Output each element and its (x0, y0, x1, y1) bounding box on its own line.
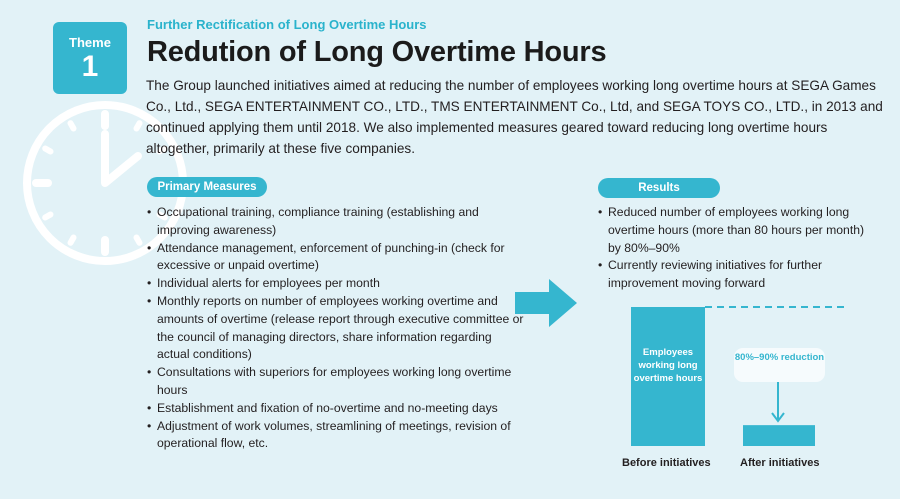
intro-paragraph: The Group launched initiatives aimed at reducing the number of employees working long overtime hours at SEGA Games Co., Ltd., SEGA ENTERTAINMENT CO., LTD., TMS ENTERTAINMENT Co., Ltd, and SEGA TOYS CO., LTD., in 2013 and continued applying them until 2018. We also implemented measures geared toward reducing long overtime hours altogether, primarily at these five companies. (146, 78, 883, 156)
theme-number: 1 (81, 50, 99, 83)
page-title: Redution of Long Overtime Hours (147, 36, 607, 68)
list-item: • Consultations with superiors for employees working long overtime hours (147, 364, 527, 400)
results-heading: Results (598, 178, 720, 198)
bar-label: Employees working long overtime hours (633, 347, 703, 384)
list-item: • Currently reviewing initiatives for further improvement moving forward (598, 257, 868, 293)
primary-measures-list (147, 204, 527, 453)
list-item: • Adjustment of work volumes, streamlining of meetings, revision of operational flow, etc. (147, 418, 527, 454)
results-list (598, 204, 868, 293)
list-item: • Establishment and fixation of no-overtime and no-meeting days (147, 400, 527, 418)
list-item: • Occupational training, compliance training (establishing and improving awareness) (147, 204, 527, 240)
primary-measures-heading: Primary Measures (147, 177, 267, 197)
list-item: • Reduced number of employees working long overtime hours (more than 80 hours per month) by 80%–90% (598, 204, 868, 257)
category-label-after: After initiatives (740, 457, 820, 469)
right-arrow-icon (515, 279, 577, 327)
list-item: • Attendance management, enforcement of punching-in (check for excessive or unpaid overtime) (147, 240, 527, 276)
theme-label: Theme (69, 35, 111, 50)
theme-badge (53, 22, 127, 94)
reduction-annotation: 80%–90% reduction (734, 348, 825, 382)
section-subtitle: Further Rectification of Long Overtime Hours (147, 17, 427, 32)
list-item: • Monthly reports on number of employees working overtime and amounts of overtime (release report through executive committee or the council of managing directors, share information regarding actual conditions) (147, 293, 527, 364)
category-label-before: Before initiatives (622, 457, 711, 469)
list-item: • Individual alerts for employees per month (147, 275, 527, 293)
bar-after-initiatives (743, 425, 815, 446)
